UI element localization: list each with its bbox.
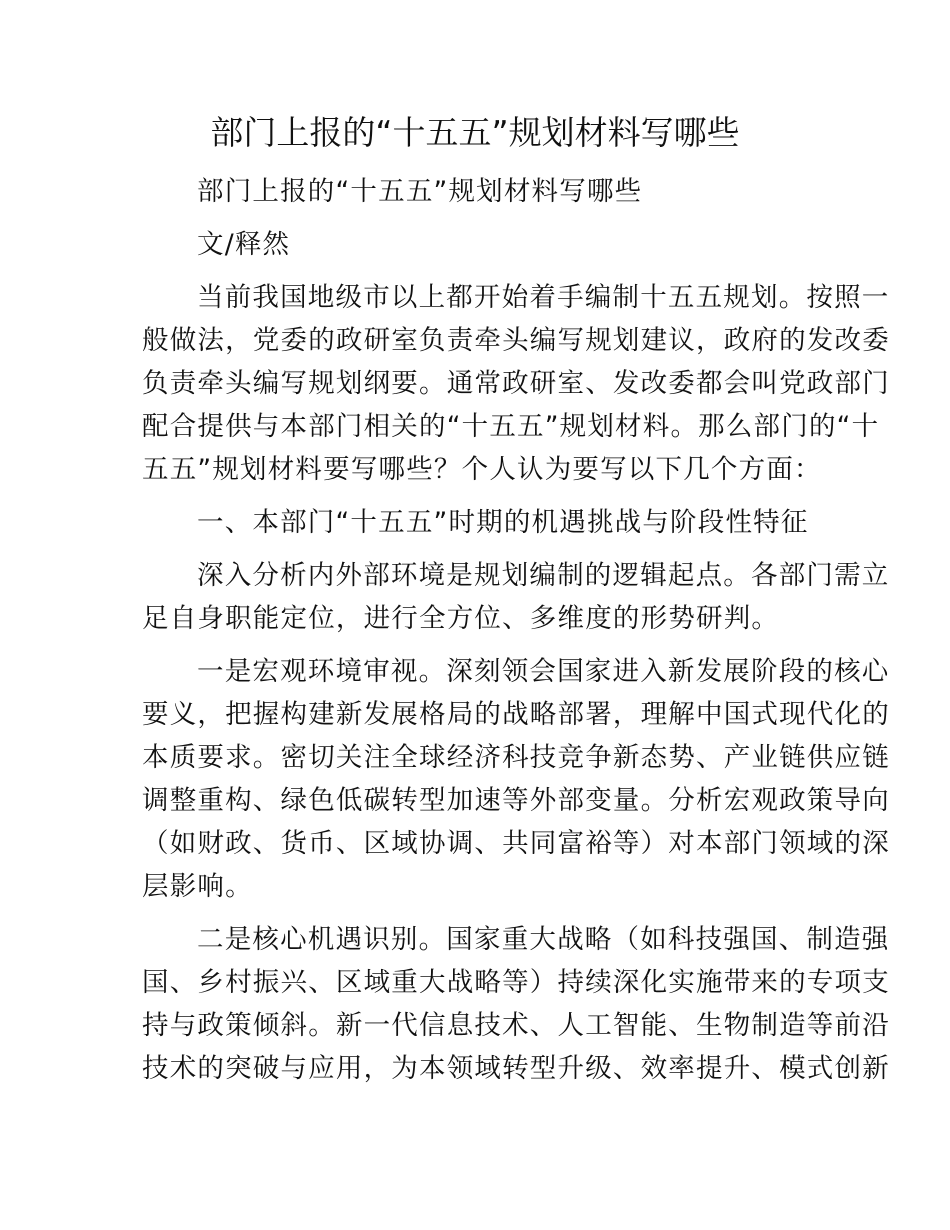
paragraph-line: 层影响。 [142,871,253,902]
paragraph-line: 国、乡村振兴、区域重大战略等）持续深化实施带来的专项支 [142,967,890,998]
paragraph [142,650,890,908]
paragraph-line: 要义，把握构建新发展格局的战略部署，理解中国式现代化的 [142,699,890,730]
paragraph-line: 一、本部门“十五五”时期的机遇挑战与阶段性特征 [197,507,809,538]
paragraph-line: 文/释然 [197,229,291,260]
paragraph-line: 负责牵头编写规划纲要。通常政研室、发改委都会叫党政部门 [142,368,890,399]
document-body [142,170,890,1100]
paragraph-line: 二是核心机遇识别。国家重大战略（如科技强国、制造强 [197,924,890,955]
paragraph [142,501,822,544]
paragraph-line: 本质要求。密切关注全球经济科技竞争新态势、产业链供应链 [142,742,890,773]
paragraph-line: （如财政、货币、区域协调、共同富裕等）对本部门领域的深 [142,828,890,859]
paragraph [142,554,890,640]
paragraph-line: 调整重构、绿色低碳转型加速等外部变量。分析宏观政策导向 [142,785,890,816]
paragraph [142,918,890,1090]
paragraph-line: 般做法，党委的政研室负责牵头编写规划建议，政府的发改委 [142,325,890,356]
paragraph-line: 深入分析内外部环境是规划编制的逻辑起点。各部门需立 [197,560,890,591]
paragraph-line: 足自身职能定位，进行全方位、多维度的形势研判。 [142,603,780,634]
paragraph [142,223,822,266]
paragraph-line: 持与政策倾斜。新一代信息技术、人工智能、生物制造等前沿 [142,1010,890,1041]
paragraph-line: 技术的突破与应用，为本领域转型升级、效率提升、模式创新 [142,1053,890,1084]
paragraph-line: 配合提供与本部门相关的“十五五”规划材料。那么部门的“十 [142,411,880,442]
paragraph-line: 五五”规划材料要写哪些？个人认为要写以下几个方面： [142,454,822,485]
paragraph-line: 当前我国地级市以上都开始着手编制十五五规划。按照一 [197,282,890,313]
paragraph-line: 部门上报的“十五五”规划材料写哪些 [197,176,643,207]
paragraph [142,170,822,213]
paragraph [142,276,890,491]
document-title: 部门上报的“十五五”规划材料写哪些 [210,113,740,152]
paragraph-line: 一是宏观环境审视。深刻领会国家进入新发展阶段的核心 [197,656,890,687]
